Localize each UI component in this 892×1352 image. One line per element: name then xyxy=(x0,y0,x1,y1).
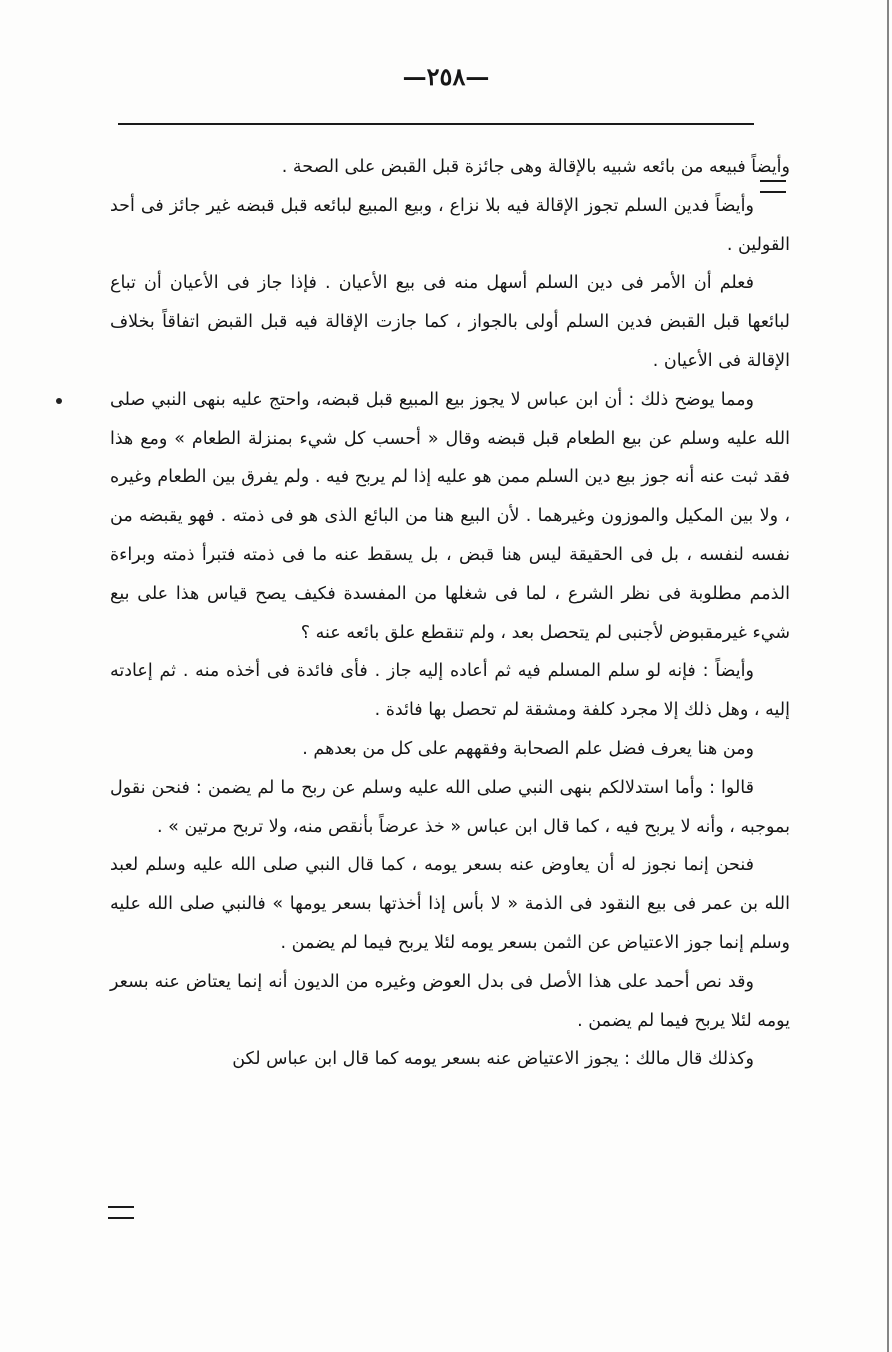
paragraph: ومما يوضح ذلك : أن ابن عباس لا يجوز بيع المبيع قبل قبضه، واحتج عليه بنهى النبي صلى الله عليه وسلم عن بيع الطعام قبل قبضه وقال « أحسب كل شيء بمنزلة الطعام » ومع هذا فقد ثبت عنه أنه جوز بيع دين السلم ممن هو عليه إذا لم يربح فيه . ولم يفرق بين الطعام وغيره ، ولا بين المكيل والموزون وغيرهما . لأن البيع هنا من البائع الذى هو فى ذمته . فهو يقبضه من نفسه لنفسه ، بل فى الحقيقة ليس هنا قبض ، بل يسقط عنه ما فى ذمته فتبرأ ذمته وبراءة الذمم مطلوبة فى نظر الشرع ، لما فى شغلها من المفسدة فكيف يصح قياس هذا على بيع شيء غيرمقبوض لأجنبى لم يتحصل بعد ، ولم تنقطع علق بائعه عنه ؟ xyxy=(110,389,790,643)
paragraph: وأيضاً فبيعه من بائعه شبيه بالإقالة وهى جائزة قبل القبض على الصحة . xyxy=(281,157,790,177)
paragraph: ومن هنا يعرف فضل علم الصحابة وفقههم على كل من بعدهم . xyxy=(302,738,754,759)
continuation-mark-bottom xyxy=(108,1206,134,1219)
paragraph: وقد نص أحمد على هذا الأصل فى بدل العوض وغيره من الديون أنه إنما يعتاض عنه بسعر يومه لئلا يربح فيما لم يضمن . xyxy=(110,971,790,1031)
paragraph: وأيضاً فدين السلم تجوز الإقالة فيه بلا نزاع ، وبيع المبيع لبائعه قبل قبضه غير جائز فى أحد القولين . xyxy=(110,195,790,255)
paragraph: وكذلك قال مالك : يجوز الاعتياض عنه بسعر يومه كما قال ابن عباس لكن xyxy=(232,1049,754,1070)
ink-speck xyxy=(56,398,62,404)
paragraph: قالوا : وأما استدلالكم بنهى النبي صلى الله عليه وسلم عن ربح ما لم يضمن : فنحن نقول بموجبه ، وأنه لا يربح فيه ، كما قال ابن عباس « خذ عرضاً بأنقص منه، ولا تربح مرتين » . xyxy=(110,777,790,837)
body-text xyxy=(110,148,790,1079)
paragraph: فعلم أن الأمر فى دين السلم أسهل منه فى بيع الأعيان . فإذا جاز فى الأعيان أن تباع لبائعها قبل القبض فدين السلم أولى بالجواز ، كما جازت الإقالة فيه قبل القبض اتفاقاً بخلاف الإقالة فى الأعيان . xyxy=(110,273,790,371)
paragraph: وأيضاً : فإنه لو سلم المسلم فيه ثم أعاده إليه جاز . فأى فائدة فى أخذه منه . ثم إعادته إليه ، وهل ذلك إلا مجرد كلفة ومشقة لم تحصل بها فائدة . xyxy=(110,661,790,721)
paragraph: فنحن إنما نجوز له أن يعاوض عنه بسعر يومه ، كما قال النبي صلى الله عليه وسلم لعبد الله بن عمر فى بيع النقود فى الذمة « لا بأس إذا أخذتها بسعر يومها » فالنبي صلى الله عليه وسلم إنما جوز الاعتياض عن الثمن بسعر يومه لئلا يربح فيما لم يضمن . xyxy=(110,855,790,953)
page-number: —٢٥٨— xyxy=(402,62,490,91)
header-rule xyxy=(118,123,754,125)
page-edge xyxy=(887,0,889,1352)
